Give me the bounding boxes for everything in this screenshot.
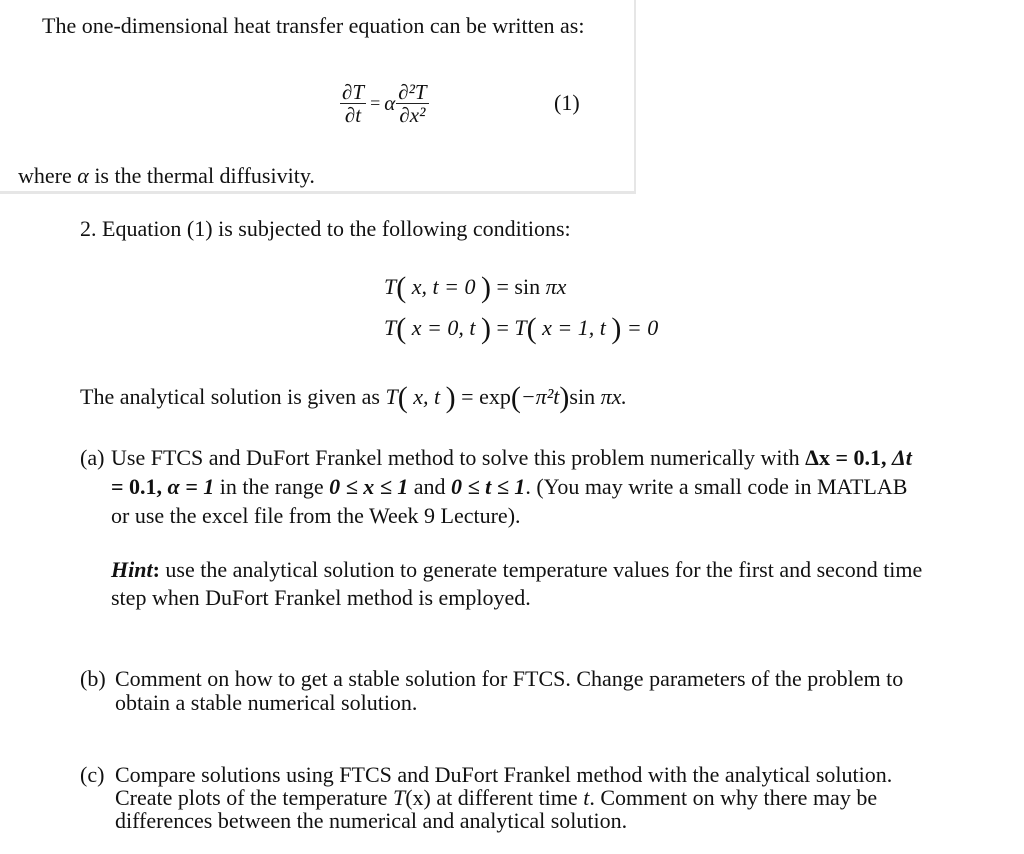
part-c-label: (c): [80, 762, 105, 787]
sine-function: sin: [569, 384, 596, 409]
analytical-prefix: The analytical solution is given as: [80, 384, 380, 409]
part-b-text: [115, 666, 995, 716]
alpha-value: α = 1: [167, 474, 215, 499]
delta-t-value: = 0.1,: [111, 474, 163, 499]
where-prefix: where: [18, 163, 72, 188]
part-a-line-2: [80, 474, 991, 500]
sine-function: sin: [514, 274, 541, 299]
question-heading: 2. Equation (1) is subjected to the following conditions:: [80, 216, 571, 241]
boundary-condition: T( x = 0, t ) = T( x = 1, t ) = 0: [384, 312, 659, 345]
exp-function: exp: [479, 384, 511, 409]
condition-args: x, t: [413, 384, 441, 409]
space-derivative: [396, 81, 428, 126]
part-a-line-1: [111, 445, 991, 471]
part-a-line-3: or use the excel file from the Week 9 Lecture).: [111, 503, 521, 528]
part-c-line-1: Compare solutions using FTCS and DuFort Frankel method with the analytical solution.: [115, 762, 893, 787]
initial-condition: T( x, t = 0 ) = sin πx: [384, 271, 567, 304]
time-derivative: [340, 81, 366, 126]
hint-block: [111, 557, 991, 611]
temperature-symbol: T: [514, 315, 527, 340]
condition-args: x, t = 0: [411, 274, 476, 299]
hint-line-2: step when DuFort Frankel method is employed.: [111, 585, 531, 610]
equals-sign: =: [496, 315, 509, 340]
delta-x: Δx = 0.1,: [805, 445, 887, 470]
fraction-denominator: ∂x²: [399, 102, 426, 127]
intro-line: The one-dimensional heat transfer equation can be written as:: [42, 13, 585, 38]
equation-number: (1): [554, 90, 580, 115]
equals-sign: =: [370, 92, 381, 113]
part-c-text-c: . Comment on why there may be: [589, 785, 878, 810]
fraction-numerator: ∂²T: [398, 79, 427, 104]
where-suffix: is the thermal diffusivity.: [94, 163, 315, 188]
alpha-symbol: α: [384, 90, 396, 115]
part-b-line-1: Comment on how to get a stable solution for FTCS. Change parameters of the problem to: [115, 666, 904, 691]
alpha-symbol: α: [77, 163, 89, 188]
part-a-label: (a): [80, 445, 105, 470]
boundary-value: = 0: [626, 315, 659, 340]
part-b-label: (b): [80, 666, 106, 691]
part-c-text: [115, 762, 995, 834]
time-symbol: t: [583, 785, 590, 810]
temperature-symbol: T: [384, 315, 397, 340]
hint-line-1: [111, 557, 991, 583]
temperature-symbol: T: [392, 785, 406, 810]
fraction-numerator: ∂T: [342, 79, 365, 104]
x-argument: (x): [405, 785, 431, 810]
part-c-line-3: differences between the numerical and analytical solution.: [115, 808, 628, 833]
fraction-denominator: ∂t: [344, 102, 362, 127]
delta-t: Δt: [892, 445, 912, 470]
and-text: and: [413, 474, 446, 499]
hint-label: Hint: [111, 557, 153, 582]
heat-equation: [340, 74, 429, 132]
part-a-text: [111, 445, 991, 529]
x-range: 0 ≤ x ≤ 1: [329, 474, 409, 499]
condition-args: x = 0, t: [411, 315, 476, 340]
where-line: [18, 163, 315, 189]
t-range: 0 ≤ t ≤ 1: [451, 474, 526, 499]
hint-text-1: use the analytical solution to generate temperature values for the first and second time: [165, 557, 923, 582]
part-c-text-b: at different time: [436, 785, 578, 810]
part-b-line-2: obtain a stable numerical solution.: [115, 690, 418, 715]
part-c-text-a: Create plots of the temperature: [115, 785, 388, 810]
equals-sign: =: [496, 274, 509, 299]
sine-argument: πx.: [600, 384, 627, 409]
exp-argument: −π²t: [520, 384, 560, 409]
equals-sign: =: [461, 384, 474, 409]
temperature-symbol: T: [384, 274, 397, 299]
sine-argument: πx: [545, 274, 567, 299]
condition-args: x = 1, t: [542, 315, 606, 340]
part-a-line-2-end: . (You may write a small code in MATLAB: [525, 474, 908, 499]
hint-colon: :: [152, 557, 160, 582]
analytical-solution: The analytical solution is given as T( x, t ) = exp(−π²t)sin πx.: [80, 381, 627, 414]
part-a-text-1: Use FTCS and DuFort Frankel method to solve this problem numerically with: [111, 445, 800, 470]
range-text: in the range: [219, 474, 324, 499]
temperature-symbol: T: [385, 384, 398, 409]
